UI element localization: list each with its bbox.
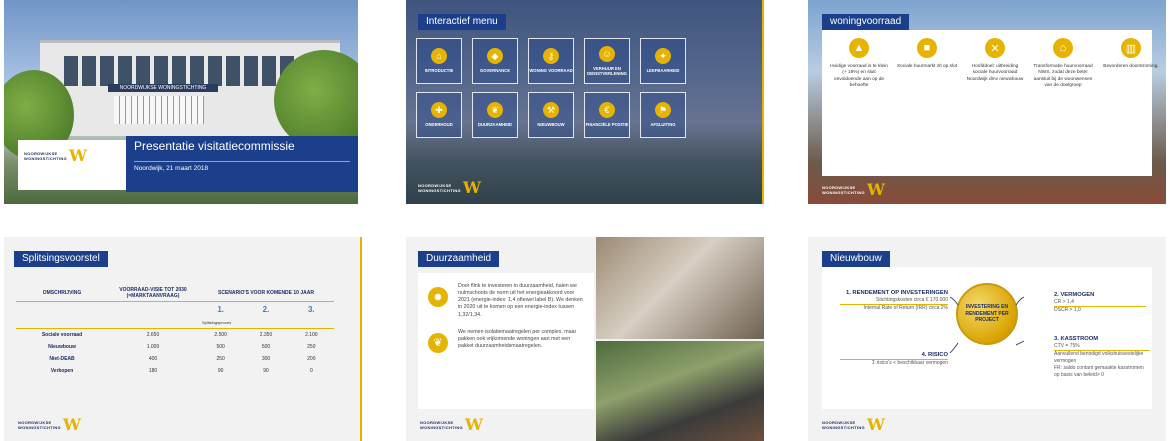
quadrant-risico: 4. RISICO Σ risico's < beschikbaar vermogen	[840, 351, 948, 367]
slide-title: Nieuwbouw	[822, 251, 890, 267]
menu-introductie[interactable]: ⌂ INTRODUCTIE	[416, 38, 462, 84]
wrench-icon: ✚	[431, 102, 447, 118]
flag-icon: ⚑	[655, 102, 671, 118]
slide-menu[interactable]	[406, 0, 764, 204]
chart-icon: ▲	[849, 38, 869, 58]
shield-icon: ◆	[487, 48, 503, 64]
slide-title[interactable]	[4, 0, 358, 204]
crane-icon: ✕	[985, 38, 1005, 58]
slide-nieuwbouw[interactable]	[808, 237, 1166, 441]
slide-title: Splitsingsvoorstel	[14, 251, 108, 267]
logo: NOORDWIJKSE WONINGSTICHTING W	[18, 415, 81, 434]
table-row: Verkopen 180 90 90 0	[50, 368, 313, 374]
split-table	[16, 285, 334, 377]
menu-onderhoud[interactable]: ✚ ONDERHOUD	[416, 92, 462, 138]
key-icon: ⚷	[543, 48, 559, 64]
logo: NOORDWIJKSE WONINGSTICHTING W	[418, 178, 481, 197]
logo-mark-icon: W	[866, 180, 885, 199]
logo-mark-icon: W	[464, 415, 483, 434]
logo-mark-icon: W	[62, 415, 81, 434]
menu-afsluiting[interactable]: ⚑ AFSLUITING	[640, 92, 686, 138]
logo-mark-icon: W	[866, 415, 885, 434]
menu-duurzaamheid[interactable]: ❦ DUURZAAMHEID	[472, 92, 518, 138]
menu-governance[interactable]: ◆ GOVERNANCE	[472, 38, 518, 84]
paragraph: Door flink te investeren in duurzaamheid, halen we nulmschoots de norm uit het energieakkoord voor 2021 (energie-index: 1,4 oftewel label B). We denken in 2020 uit te komen op een energie-index tussen 1,32/1,34.	[458, 283, 583, 318]
logo-box	[18, 140, 126, 190]
sublabel: Splitsingsproces	[198, 317, 334, 329]
menu-grid	[416, 38, 686, 138]
scenario-number: 3.	[307, 305, 315, 314]
scenario-number: 2.	[262, 305, 270, 314]
slide-duurzaamheid[interactable]	[406, 237, 764, 441]
slide-splitsingsvoorstel[interactable]	[4, 237, 362, 441]
crane-icon: ⚒	[543, 102, 559, 118]
info-item: ▲ Huidige voorraad is te klein (+ 19%) en sluit onvoldoende aan op de behoefte	[828, 38, 890, 90]
menu-verhuur[interactable]: ☺ VERHUUR EN DIENSTVERLENING	[584, 38, 630, 84]
logo-mark-icon: W	[68, 146, 87, 165]
logo: NOORDWIJKSE WONINGSTICHTING W	[822, 180, 885, 199]
menu-financiele-positie[interactable]: € FINANCIËLE POSITIE	[584, 92, 630, 138]
menu-nieuwbouw[interactable]: ⚒ NIEUWBOUW	[528, 92, 574, 138]
slide-woningvoorraad[interactable]	[808, 0, 1166, 204]
header-omschrijving: OMSCHRIJVING	[16, 285, 108, 302]
table-row: Sociale voorraad 2.650 2.500 2.350 2.100	[41, 332, 318, 338]
info-item: ⌂ Transformatie huurvoorraad NWS, zodat deze beter aansluit bij de woonwensen van de doelgroep	[1032, 38, 1094, 90]
leaf-icon: ❦	[487, 102, 503, 118]
house-icon: ⌂	[1053, 38, 1073, 58]
quadrant-rendement: 1. RENDEMENT OP INVESTERINGEN Stichtingskosten circa € 170.000 Internal Rate of Return (IRR) circa 2%	[840, 289, 948, 312]
wrench-icon: ✦	[655, 48, 671, 64]
bar-chart-icon: ▥	[1121, 38, 1141, 58]
info-item: ▥ Bevorderen doorstroming.	[1100, 38, 1162, 90]
coin-graphic: INVESTERING EN RENDEMENT PER PROJECT	[956, 283, 1018, 345]
table-row: Niet-DEAB 400 250 300 200	[49, 356, 316, 362]
info-items	[828, 38, 1162, 90]
people-icon: ☺	[599, 46, 615, 62]
table-row: Nieuwbouw 1.000 500 500 250	[48, 344, 316, 350]
logo: NOORDWIJKSE WONINGSTICHTING W	[822, 415, 885, 434]
slide-title: Duurzaamheid	[418, 251, 499, 267]
slide-title: Interactief menu	[418, 14, 506, 30]
logo: NOORDWIJKSE WONINGSTICHTING W	[420, 415, 483, 434]
slide-title-text: Presentatie visitatiecommissie	[134, 139, 295, 153]
title-banner	[126, 136, 358, 192]
menu-woningvoorraad[interactable]: ⚷ WONING VOORRAAD	[528, 38, 574, 84]
header-visie: VOORRAAD-VISIE TOT 2030 (=MARKTAANVRAAG)	[108, 285, 198, 302]
slide-subtitle: Noordwijk, 21 maart 2018	[134, 161, 350, 172]
logo: NOORDWIJKSE WONINGSTICHTING W	[24, 146, 87, 165]
house-icon: ⌂	[431, 48, 447, 64]
paragraph: We nemen isolatiemaatregelen per complex, maar pakken ook vrijkomende woningen aan met een pakket duurzaamheidsmaatregelen.	[458, 328, 577, 349]
leaf-icon: ❦	[428, 333, 448, 353]
quadrant-kasstroom: 3. KASSTROOM CTV = 75% Aanvullend benodigd volkshuisvestelijke vermogen FR: saldo contant gemaakte kasstromen op basis van beleid> 0	[1054, 335, 1150, 379]
logo-mark-icon: W	[462, 178, 481, 197]
lock-icon: ■	[917, 38, 937, 58]
awning	[114, 96, 204, 124]
info-item: ✕ Hoofddoel: uitbreiding sociale huurvoorraad Noordwijk dmv nieuwbouw	[964, 38, 1026, 90]
text-box	[418, 273, 594, 409]
money-icon: €	[599, 102, 615, 118]
header-scenarios: SCENARIO'S VOOR KOMENDE 10 JAAR	[198, 285, 334, 302]
menu-leefbaarheid[interactable]: ✦ LEEFBAARHEID	[640, 38, 686, 84]
slide-title: woningvoorraad	[822, 14, 909, 30]
info-item: ■ Sociale huurmarkt zit op slot	[896, 38, 958, 90]
quadrant-vermogen: 2. VERMOGEN CR > 1,4 DSCR > 1,0	[1054, 291, 1146, 314]
building-sign: NOORDWIJKSE WONINGSTICHTING	[108, 84, 218, 92]
lightbulb-icon: ✹	[428, 287, 448, 307]
scenario-number: 1.	[217, 305, 224, 314]
photo-worker	[596, 341, 764, 441]
photo-installer	[596, 237, 764, 339]
